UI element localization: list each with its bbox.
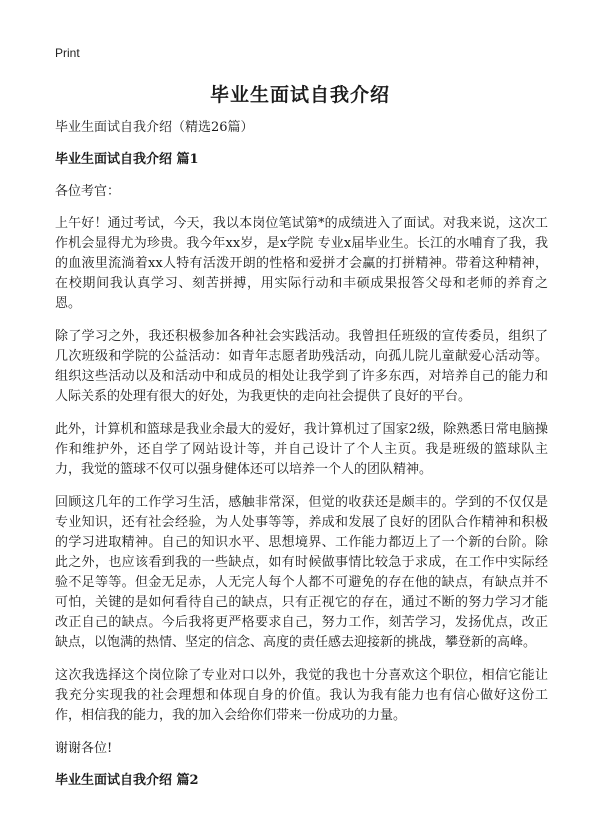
print-link[interactable]: Print <box>55 46 80 60</box>
closing-text: 谢谢各位! <box>55 741 113 756</box>
section-heading-2: 毕业生面试自我介绍 篇2 <box>55 773 199 788</box>
paragraph: 上午好！通过考试，今天，我以本岗位笔试第*的成绩进入了面试。对我来说，这次工作机会显得尤为珍贵。我今年xx岁，是x学院 专业x届毕业生。长江的水哺育了我，我的血液里流淌着xx人特有活泼开朗的性格和爱拼才会赢的打拼精神。带着这种精神，在校期间我认真学习、刻苦拼搏，用实际行动和丰硕成果报答父母和老师的养育之恩。 <box>55 216 548 311</box>
paragraph: 此外，计算机和篮球是我业余最大的爱好，我计算机过了国家2级，除熟悉日常电脑操作和维护外，还自学了网站设计等，并自己设计了个人主页。我是班级的篮球队主力，我觉的篮球不仅可以强身健体还可以培养一个人的团队精神。 <box>55 422 548 477</box>
greeting: 各位考官： <box>55 184 121 199</box>
page-title: 毕业生面试自我介绍 <box>209 84 390 106</box>
section-heading-1: 毕业生面试自我介绍 篇1 <box>55 152 199 167</box>
paragraph: 这次我选择这个岗位除了专业对口以外，我觉的我也十分喜欢这个职位，相信它能让我充分实现我的社会理想和体现自身的价值。我认为我有能力也有信心做好这份工作，相信我的能力，我的加入会给你们带来一份成功的力量。 <box>55 668 548 723</box>
paragraph: 除了学习之外，我还积极参加各种社会实践活动。我曾担任班级的宣传委员，组织了几次班级和学院的公益活动：如青年志愿者助残活动，向孤儿院儿童献爱心活动等。组织这些活动以及和活动中和成员的相处让我学到了许多东西，对培养自己的能力和人际关系的处理有很大的好处，为我更快的走向社会提供了良好的平台。 <box>55 329 548 404</box>
paragraph: 回顾这几年的工作学习生活，感触非常深，但觉的收获还是颇丰的。学到的不仅仅是专业知识，还有社会经验，为人处事等等，养成和发展了良好的团队合作精神和积极的学习进取精神。自己的知识水平、思想境界、工作能力都迈上了一个新的台阶。除此之外，也应该看到我的一些缺点，如有时候做事情比较急于求成，在工作中实际经验不足等等。但金无足赤，人无完人每个人都不可避免的存在他的缺点，有缺点并不可怕，关键的是如何看待自己的缺点，只有正视它的存在，通过不断的努力学习才能改正自己的缺点。今后我将更严格要求自己，努力工作，刻苦学习，发扬优点，改正缺点，以饱满的热情、坚定的信念、高度的责任感去迎接新的挑战，攀登新的高峰。 <box>55 495 548 650</box>
document-body <box>55 118 548 803</box>
document-subtitle: 毕业生面试自我介绍（精选26篇） <box>55 120 254 135</box>
